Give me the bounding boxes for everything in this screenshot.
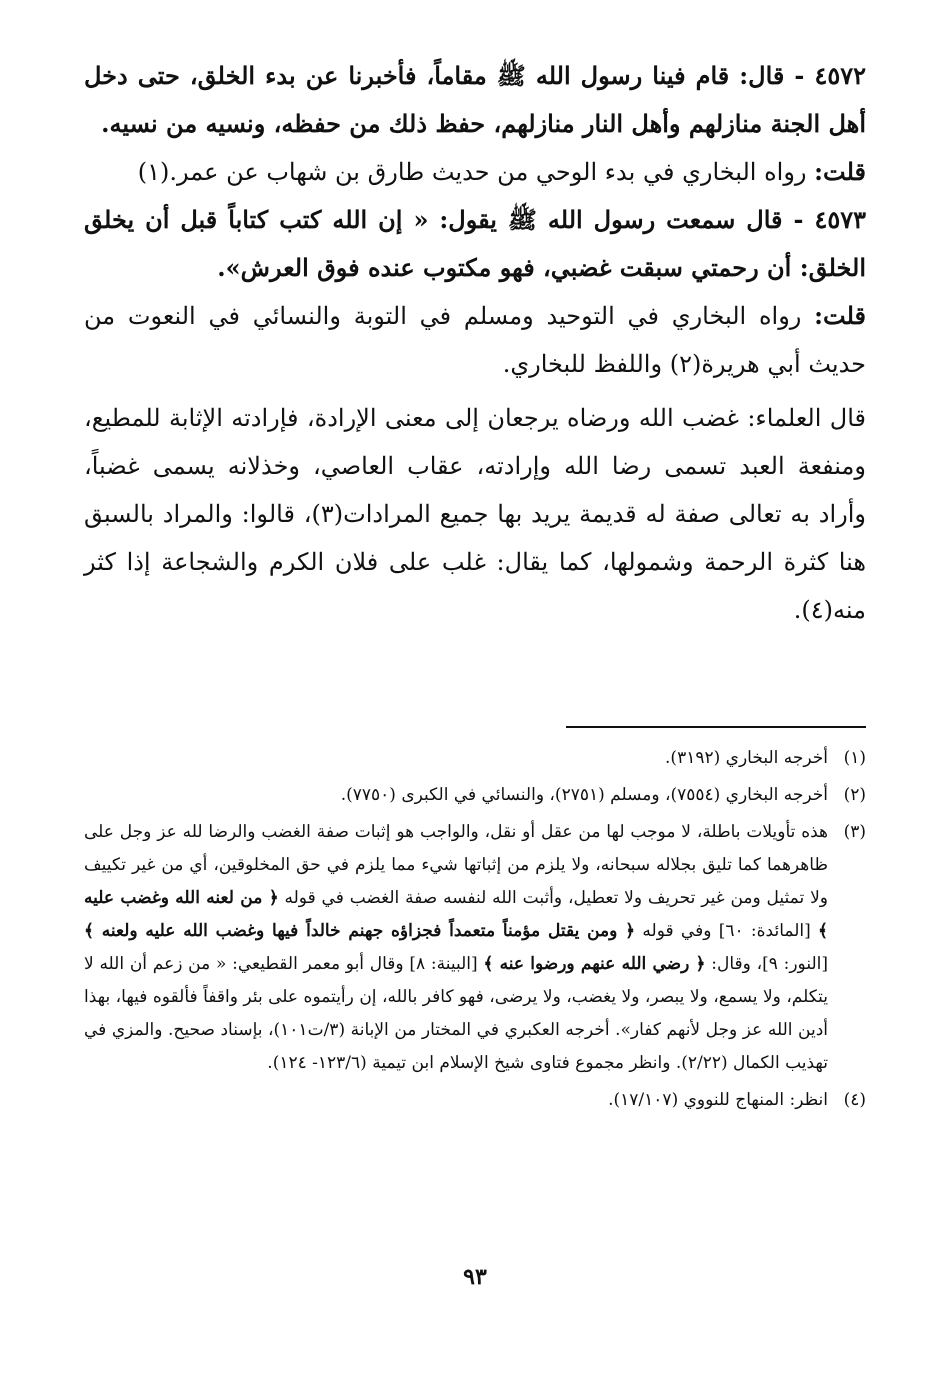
footnote-text: أخرجه البخاري (٣١٩٢). — [665, 748, 828, 768]
footnote-text: هذه تأويلات باطلة، لا موجب لها من عقل أو نقل، والواجب هو إثبات صفة الغضب والرضا لله عز وجل على ظاهرهما كما تليق بجلاله سبحانه، ولا يلزم من إثباتها شيء مما يلزم في حق المخلوقين، أي من غير تكييف ولا تمثيل ومن غير تحريف ولا تعطيل، وأثبت الله لنفسه صفة الغضب في قوله — [84, 822, 828, 908]
comment-label: قلت: — [814, 157, 866, 186]
quran-quote: ﴿ من لعنه الله وغضب عليه ﴾ — [84, 888, 829, 941]
footnote-text: انظر: المنهاج للنووي (١٧/١٠٧). — [608, 1090, 828, 1110]
comment-text: رواه البخاري في التوحيد ومسلم في التوبة والنسائي في النعوت من حديث أبي هريرة(٢) واللفظ للبخاري. — [84, 302, 866, 378]
footnote-number: (٤) — [843, 1090, 866, 1110]
comment-label: قلت: — [814, 301, 866, 330]
comment-4573 — [84, 292, 866, 388]
footnote-text: [البينة: ٨] وقال أبو معمر القطيعي: « من زعم أن الله لا يتكلم، ولا يسمع، ولا يبصر، ولا يغضب، ولا يرضى، فهو كافر بالله، إن رأيتموه على بئر واقفاً فألقوه فيها، بهذا أدين الله عز وجل لأنهم كفار». أخرجه العكبري في المختار من الإبانة (٣/ت١٠١)، بإسناد صحيح. والمزي في تهذيب الكمال (٢/٢٢). وانظر مجموع فتاوى شيخ الإسلام ابن تيمية (١٢٣/٦- ١٢٤). — [84, 954, 829, 1073]
footnote-text: أخرجه البخاري (٧٥٥٤)، ومسلم (٢٧٥١)، والنسائي في الكبرى (٧٧٥٠). — [340, 785, 828, 805]
footnote-separator — [566, 726, 866, 728]
footnotes — [84, 742, 866, 1117]
footnote-4 — [84, 1084, 866, 1117]
main-text — [84, 52, 866, 634]
footnote-number: (١) — [843, 748, 866, 768]
hadith-4573: ٤٥٧٣ - قال سمعت رسول الله ﷺ يقول: « إن الله كتب كتاباً قبل أن يخلق الخلق: أن رحمتي سبقت غضبي، فهو مكتوب عنده فوق العرش». — [84, 205, 866, 282]
scholars-paragraph: قال العلماء: غضب الله ورضاه يرجعان إلى معنى الإرادة، فإرادته الإثابة للمطيع، ومنفعة العبد تسمى رضا الله وإرادته، عقاب العاصي، وخذلانه يسمى غضباً، وأراد به تعالى صفة له قديمة يريد بها جميع المرادات(٣)، قالوا: والمراد بالسبق هنا كثرة الرحمة وشمولها، كما يقال: غلب على فلان الكرم والشجاعة إذا كثر منه(٤). — [84, 404, 866, 624]
comment-text: رواه البخاري في بدء الوحي من حديث طارق بن شهاب عن عمر.(١) — [137, 158, 815, 186]
comment-4572 — [84, 148, 866, 196]
spacer — [84, 634, 866, 726]
footnote-text: [المائدة: ٦٠] وفي قوله — [635, 921, 819, 941]
footnote-3 — [84, 816, 866, 1080]
footnote-1 — [84, 742, 866, 775]
quran-quote: ﴿ رضي الله عنهم ورضوا عنه ﴾ — [483, 954, 706, 974]
footnote-number: (٣) — [843, 822, 866, 842]
page-number: ٩٣ — [463, 1264, 487, 1290]
footnote-number: (٢) — [843, 785, 866, 805]
quran-quote: ﴿ ومن يقتل مؤمناً متعمداً فجزاؤه جهنم خالداً فيها وغضب الله عليه ولعنه ﴾ — [84, 921, 636, 941]
footnote-2 — [84, 779, 866, 812]
footnote-text: [النور: ٩]، وقال: — [705, 954, 828, 974]
hadith-4572: ٤٥٧٢ - قال: قام فينا رسول الله ﷺ مقاماً، فأخبرنا عن بدء الخلق، حتى دخل أهل الجنة منازلهم وأهل النار منازلهم، حفظ ذلك من حفظه، ونسيه من نسيه. — [84, 61, 866, 138]
